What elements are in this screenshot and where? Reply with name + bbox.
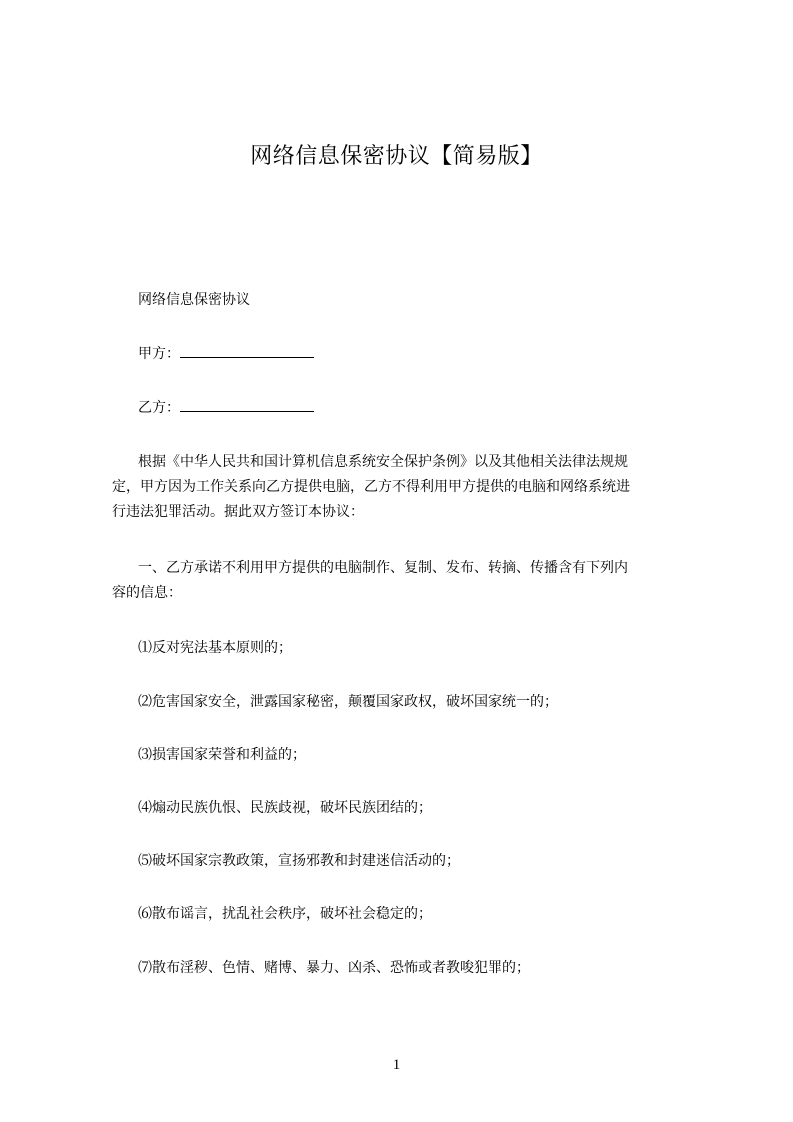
- preamble-line: 定，甲方因为工作关系向乙方提供电脑，乙方不得利用甲方提供的电脑和网络系统进: [112, 479, 630, 495]
- preamble-line: 根据《中华人民共和国计算机信息系统安全保护条例》以及其他相关法律法规规: [138, 454, 628, 470]
- document-title: 网络信息保密协议【简易版】: [250, 144, 543, 169]
- party-b-blank: [180, 397, 314, 412]
- preamble-paragraph: [112, 450, 715, 525]
- preamble-line: 行违法犯罪活动。据此双方签订本协议：: [112, 504, 364, 520]
- clause-one-paragraph: [112, 556, 715, 606]
- list-item: ⑺散布淫秽、色情、赌博、暴力、凶杀、恐怖或者教唆犯罪的；: [138, 960, 530, 976]
- list-item: ⑴反对宪法基本原则的；: [138, 640, 292, 656]
- agreement-subtitle: 网络信息保密协议: [138, 292, 250, 308]
- list-item: ⑹散布谣言，扰乱社会秩序，破坏社会稳定的；: [138, 906, 432, 922]
- party-b-label: 乙方：: [138, 400, 180, 416]
- clause-one-line: 容的信息：: [112, 585, 182, 601]
- list-item: ⑶损害国家荣誉和利益的；: [138, 747, 306, 763]
- party-a-line: [112, 342, 715, 367]
- list-item: ⑵危害国家安全，泄露国家秘密，颠覆国家政权，破坏国家统一的；: [138, 694, 558, 710]
- page-number: 1: [392, 1057, 401, 1073]
- list-item: ⑸破坏国家宗教政策，宣扬邪教和封建迷信活动的；: [138, 853, 460, 869]
- party-b-line: [112, 396, 715, 421]
- clause-one-line: 一、乙方承诺不利用甲方提供的电脑制作、复制、发布、转摘、传播含有下列内: [138, 560, 628, 576]
- party-a-label: 甲方：: [138, 346, 180, 362]
- party-a-blank: [180, 343, 314, 358]
- list-item: ⑷煽动民族仇恨、民族歧视，破坏民族团结的；: [138, 800, 432, 816]
